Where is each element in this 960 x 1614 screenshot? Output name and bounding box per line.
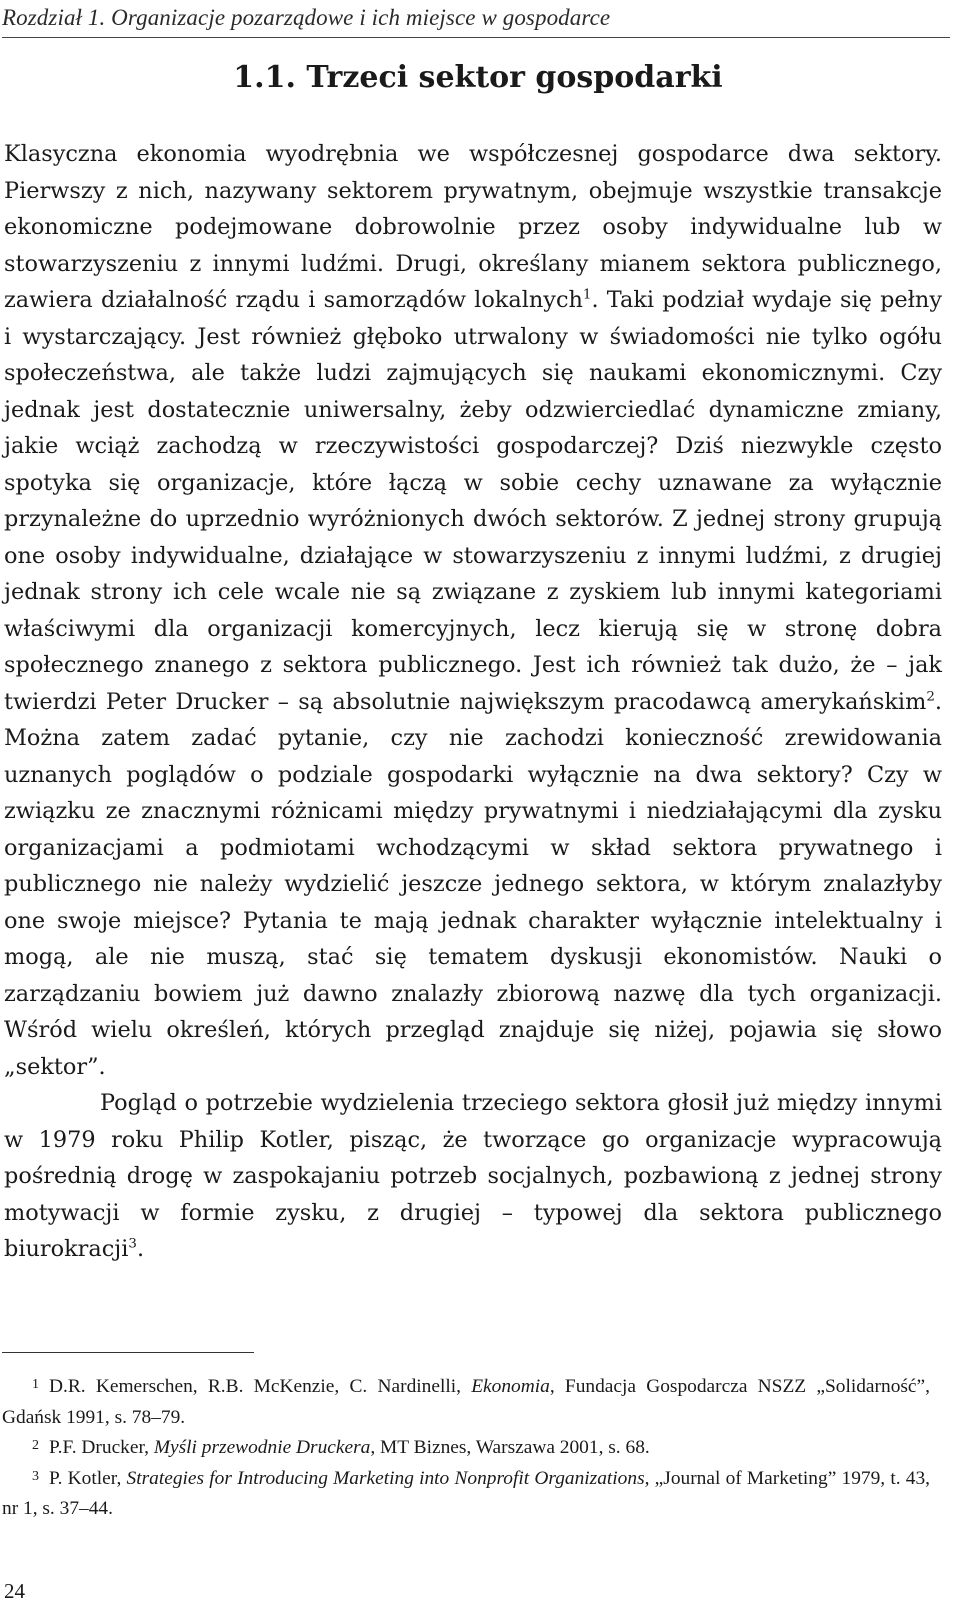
paragraph-1-text-a: Klasyczna ekonomia wyodrębnia we współczesnej gospodarce dwa sektory. Pierwszy z nich, nazywany sektorem prywatnym, obejmuje wszystkie transakcje ekonomiczne podejmowane dobrowolnie przez osoby indywidualne lub w stowarzyszeniu z innymi ludźmi. Drugi, określany mianem sektora publicznego, zawiera działalność rządu i samorządów lokalnych <box>4 141 942 313</box>
footnote-1-before: D.R. Kemerschen, R.B. McKenzie, C. Nardinelli, <box>49 1376 472 1397</box>
footnote-2-mark: 2 <box>32 1438 39 1453</box>
footnote-1-mark: 1 <box>32 1377 39 1392</box>
footnote-2-before: P.F. Drucker, <box>49 1437 154 1458</box>
footnote-3-title: Strategies for Introducing Marketing into Nonprofit Organizations <box>126 1467 645 1489</box>
footnote-1 <box>2 1372 930 1433</box>
footnote-1-after: , Fundacja Gospodarcza NSZZ „Solidarność”, Gdańsk 1991, s. 78–79. <box>2 1376 930 1428</box>
running-header: Rozdział 1. Organizacje pozarządowe i ich miejsce w gospodarce <box>2 5 611 30</box>
footnote-3-mark: 3 <box>32 1468 39 1484</box>
paragraph-2-text-b: . <box>136 1236 145 1262</box>
footnote-ref-2: 2 <box>926 689 935 705</box>
header-rule <box>2 37 950 38</box>
paragraph-1 <box>4 136 942 1085</box>
body-text <box>4 136 942 1268</box>
paragraph-1-text-b: . Taki podział wydaje się pełny i wystarczający. Jest również głęboko utrwalony w świadomości nie tylko ogółu społeczeństwa, ale także ludzi zajmujących się naukami ekonomicznymi. Czy jednak jest dostatecznie uniwersalny, żeby odzwierciedlać dynamiczne zmiany, jakie wciąż zachodzą w rzeczywistości gospodarczej? Dziś niezwykle często spotyka się organizacje, które łączą w sobie cechy uznawane za wyłącznie przynależne do uprzednio wyróżnionych dwóch sektorów. Z jednej strony grupują one osoby indywidualne, działające w stowarzyszeniu z innymi ludźmi, z drugiej jednak strony ich cele wcale nie są związane z zyskiem lub innymi kategoriami właściwymi dla organizacji komercyjnych, lecz kierują się w stronę dobra społecznego znanego z sektora publicznego. Jest ich również tak dużo, że – jak twierdzi Peter Drucker – są absolutnie największym pracodawcą amerykańskim <box>4 287 942 715</box>
footnote-3-before: P. Kotler, <box>49 1467 127 1489</box>
footnote-3-after: , „Journal of Marketing” 1979, t. 43, nr 1, s. 37–44. <box>2 1467 930 1519</box>
footnote-ref-1: 1 <box>582 287 592 303</box>
footnote-3 <box>2 1464 930 1525</box>
paragraph-2 <box>4 1085 942 1268</box>
paragraph-2-text-a: Pogląd o potrzebie wydzielenia trzeciego sektora głosił już między innymi w 1979 roku Philip Kotler, pisząc, że tworzące go organizacje wypracowują pośrednią drogę w zaspokajaniu potrzeb socjalnych, pozbawioną z jednej strony motywacji w formie zysku, z drugiej – typowej dla sektora publicznego biurokracji <box>4 1090 942 1262</box>
footnote-2-title: Myśli przewodnie Druckera <box>153 1437 371 1458</box>
footnote-rule <box>2 1352 254 1353</box>
page-number: 24 <box>4 1579 25 1603</box>
footnote-1-title: Ekonomia <box>471 1376 550 1397</box>
paragraph-1-text-c: . Można zatem zadać pytanie, czy nie zachodzi konieczność zrewidowania uznanych poglądów o podziale gospodarki wyłącznie na dwa sektory? Czy w związku ze znacznymi różnicami między prywatnymi i niedziałającymi dla zysku organizacjami a podmiotami wchodzącymi w skład sektora prywatnego i publicznego nie należy wydzielić jeszcze jednego sektora, w którym znalazłyby one swoje miejsce? Pytania te mają jednak charakter wyłącznie intelektualny i mogą, ale nie muszą, stać się tematem dyskusji ekonomistów. Nauki o zarządzaniu bowiem już dawno znalazły zbiorową nazwę dla tych organizacji. Wśród wielu określeń, których przegląd znajduje się niżej, pojawia się słowo „sektor”. <box>4 688 942 1080</box>
section-title: 1.1. Trzeci sektor gospodarki <box>233 60 723 95</box>
footnotes <box>2 1372 930 1525</box>
footnote-ref-3: 3 <box>128 1236 137 1252</box>
footnote-2 <box>2 1433 930 1464</box>
footnote-2-after: , MT Biznes, Warszawa 2001, s. 68. <box>370 1437 650 1458</box>
